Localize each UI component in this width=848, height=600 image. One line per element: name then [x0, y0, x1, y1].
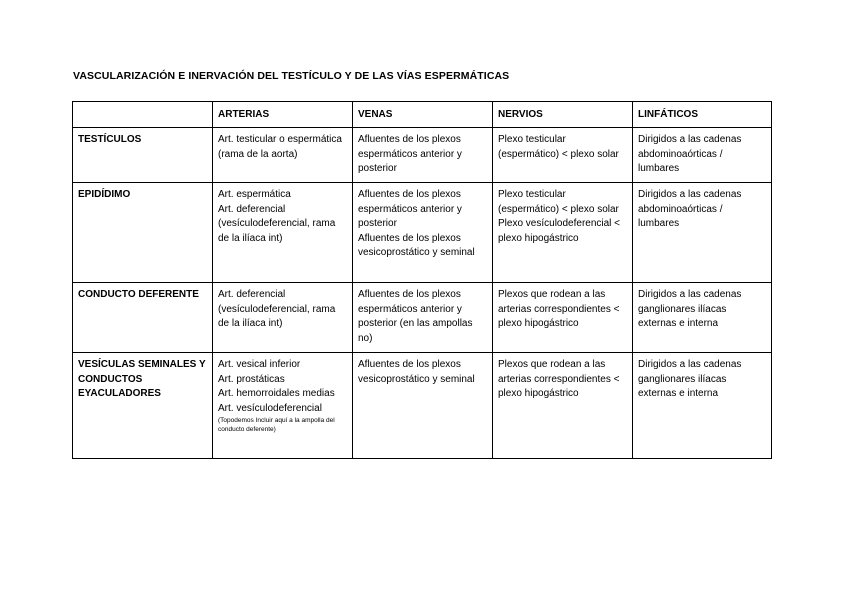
header-empty — [73, 102, 213, 128]
cell-note: (Topodemos Incluir aquí a la ampolla del conducto deferente) — [218, 417, 335, 433]
cell-line: Art. vesículodeferencial — [218, 402, 322, 414]
header-row — [73, 102, 772, 128]
cell-linfaticos: Dirigidos a las cadenas ganglionares ilíacas externas e interna — [633, 353, 772, 459]
page-title: VASCULARIZACIÓN E INERVACIÓN DEL TESTÍCULO Y DE LAS VÍAS ESPERMÁTICAS — [73, 70, 510, 82]
table-row — [73, 183, 772, 283]
cell-line: Plexo vesículodeferencial < plexo hipogástrico — [498, 218, 621, 244]
cell-linfaticos: Dirigidos a las cadenas abdominoaórticas / lumbares — [633, 128, 772, 183]
cell-arterias: Art. deferencial (vesículodeferencial, rama de la ilíaca int) — [213, 283, 353, 353]
table-row — [73, 283, 772, 353]
cell-nervios: Plexos que rodean a las arterias correspondientes < plexo hipogástrico — [493, 283, 633, 353]
header-venas: VENAS — [353, 102, 493, 128]
cell-nervios: Plexo testicular (espermático) < plexo solar — [493, 128, 633, 183]
cell-line: Afluentes de los plexos espermáticos anterior y posterior — [358, 189, 462, 229]
cell-line: Art. espermática — [218, 189, 291, 200]
table-row — [73, 128, 772, 183]
cell-arterias: Art. testicular o espermática (rama de la aorta) — [213, 128, 353, 183]
cell-line: Afluentes de los plexos vesicoprostático y seminal — [358, 232, 475, 258]
header-nervios: NERVIOS — [493, 102, 633, 128]
row-label: TESTÍCULOS — [73, 128, 213, 183]
cell-venas: Afluentes de los plexos espermáticos anterior y posterior — [353, 128, 493, 183]
cell-venas — [353, 183, 493, 283]
cell-line: Plexo testicular (espermático) < plexo solar — [498, 189, 619, 215]
table-row — [73, 353, 772, 459]
vascularization-table — [72, 101, 772, 459]
cell-line: Art. prostáticas — [218, 373, 285, 385]
cell-venas: Afluentes de los plexos vesicoprostático y seminal — [353, 353, 493, 459]
cell-nervios — [493, 183, 633, 283]
cell-linfaticos: Dirigidos a las cadenas ganglionares ilíacas externas e interna — [633, 283, 772, 353]
header-arterias: ARTERIAS — [213, 102, 353, 128]
row-label: EPIDÍDIMO — [73, 183, 213, 283]
row-label: CONDUCTO DEFERENTE — [73, 283, 213, 353]
cell-nervios: Plexos que rodean a las arterias correspondientes < plexo hipogástrico — [493, 353, 633, 459]
row-label: VESÍCULAS SEMINALES Y CONDUCTOS EYACULADORES — [73, 353, 213, 459]
header-linfaticos: LINFÁTICOS — [633, 102, 772, 128]
cell-linfaticos: Dirigidos a las cadenas abdominoaórticas / lumbares — [633, 183, 772, 283]
cell-arterias — [213, 353, 353, 459]
cell-venas: Afluentes de los plexos espermáticos anterior y posterior (en las ampollas no) — [353, 283, 493, 353]
cell-line: Art. hemorroidales medias — [218, 388, 335, 399]
cell-arterias — [213, 183, 353, 283]
cell-line: Art. deferencial (vesículodeferencial, rama de la ilíaca int) — [218, 203, 336, 244]
cell-line: Art. vesical inferior — [218, 359, 301, 370]
